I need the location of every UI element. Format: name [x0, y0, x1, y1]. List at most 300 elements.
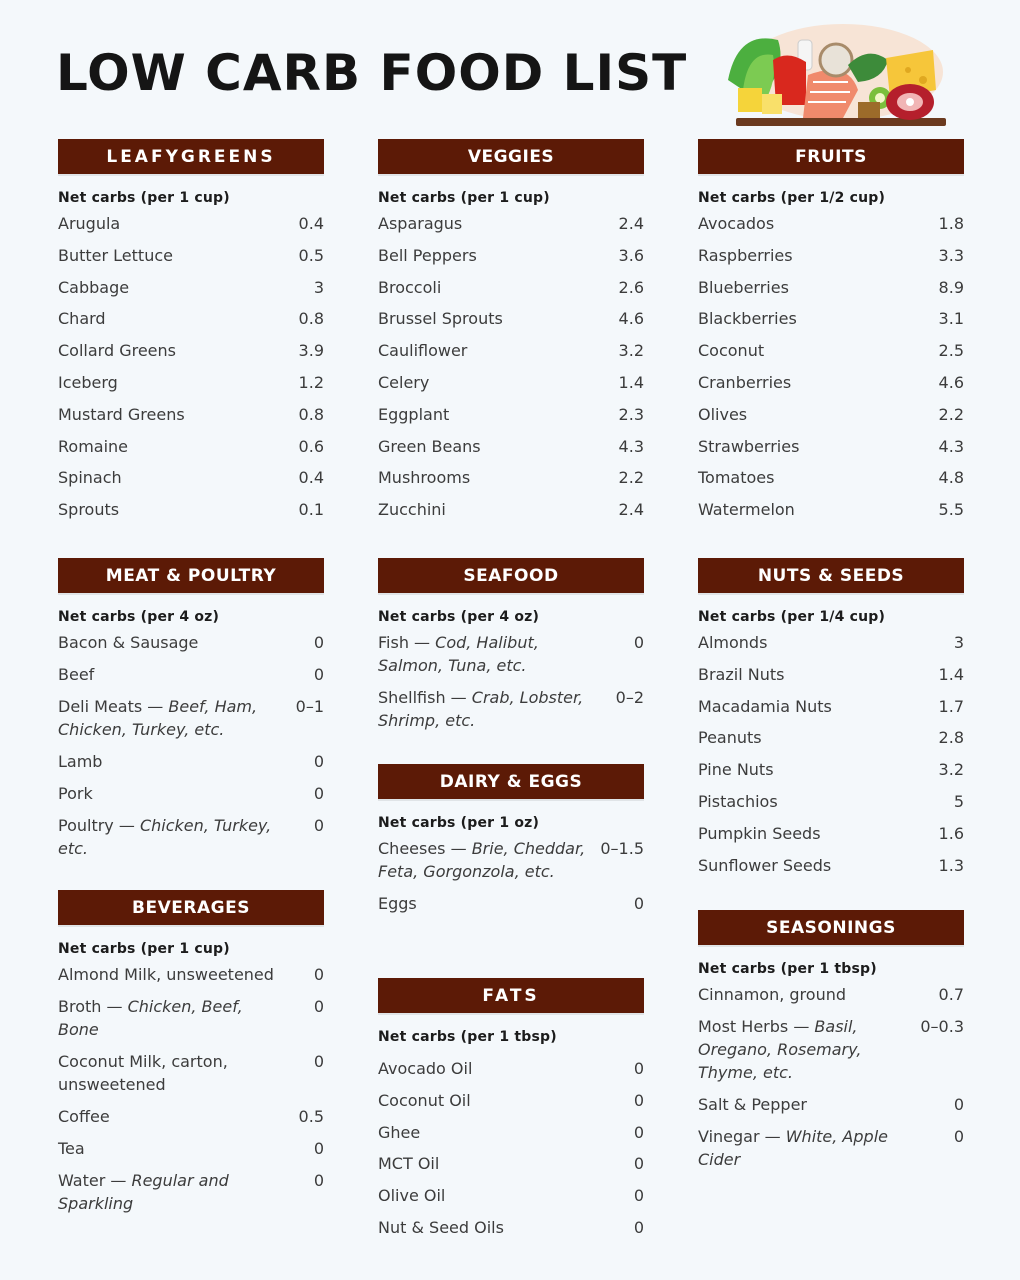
list-item [378, 435, 644, 467]
item-name [698, 212, 774, 235]
list-item [58, 814, 324, 860]
list-item [378, 244, 644, 276]
item-net-carbs: 0 [313, 1139, 324, 1158]
item-label: Brussel Sprouts [378, 309, 503, 329]
list-item [698, 822, 964, 854]
item-label: Mushrooms [378, 468, 471, 488]
item-name [698, 498, 795, 521]
item-name [58, 750, 102, 773]
item-net-carbs: 2.5 [938, 341, 964, 361]
item-name [378, 307, 503, 330]
item-label: Pork [58, 784, 93, 803]
item-name [698, 371, 791, 394]
section-nuts-seeds [698, 558, 964, 885]
item-name [698, 339, 764, 362]
list-item [58, 695, 324, 741]
item-name [698, 1125, 918, 1171]
item-label: Broccoli [378, 277, 442, 297]
list-item [698, 1093, 964, 1116]
item-net-carbs: 1.8 [938, 214, 964, 233]
item-label: Olive Oil [378, 1186, 446, 1206]
list-item [378, 1057, 644, 1089]
item-net-carbs: 0 [633, 633, 644, 652]
item-label: Sunflower Seeds [698, 855, 832, 875]
item-label: Most Herbs — [698, 1017, 815, 1036]
list-item [58, 498, 324, 530]
list-item [378, 498, 644, 530]
item-label: Pumpkin Seeds [698, 823, 821, 843]
list-item [378, 403, 644, 435]
item-name [58, 498, 119, 521]
item-name [58, 695, 278, 741]
item-net-carbs: 1.7 [938, 696, 964, 716]
item-name [698, 822, 821, 845]
item-label: Brazil Nuts [698, 664, 785, 684]
item-name [698, 244, 793, 267]
item-net-carbs: 0 [953, 1127, 964, 1146]
item-label: Watermelon [698, 500, 795, 520]
item-net-carbs: 3 [313, 277, 324, 297]
item-name [58, 814, 278, 860]
item-net-carbs: 0.6 [298, 436, 324, 456]
item-net-carbs: 4.6 [618, 309, 644, 329]
item-net-carbs: 0 [313, 1052, 324, 1071]
item-net-carbs: 1.6 [938, 823, 964, 843]
list-item [58, 1050, 324, 1096]
section-fats [378, 978, 644, 1248]
item-net-carbs: 0 [313, 784, 324, 803]
list-item [698, 339, 964, 371]
item-detail: Regular and Sparkling [58, 1171, 229, 1213]
item-list [58, 212, 324, 530]
item-list [698, 983, 964, 1171]
item-list [58, 631, 324, 860]
list-item [378, 1089, 644, 1121]
item-label: Cheeses — [378, 839, 472, 858]
list-item [58, 339, 324, 371]
list-item [378, 466, 644, 498]
list-item [698, 276, 964, 308]
item-label: Fish — [378, 633, 436, 652]
section-header: DAIRY & EGGS [378, 764, 644, 799]
section-beverages [58, 890, 324, 1224]
list-item [698, 663, 964, 695]
section-seasonings [698, 910, 964, 1180]
item-name [698, 435, 799, 458]
item-name [378, 686, 598, 732]
item-net-carbs: 0 [633, 1090, 644, 1110]
unit-label: Net carbs (per 1/4 cup) [698, 609, 886, 625]
item-net-carbs: 2.4 [618, 214, 644, 233]
section-header: VEGGIES [378, 139, 644, 174]
unit-label: Net carbs (per 1 tbsp) [698, 961, 877, 977]
item-label: Bacon & Sausage [58, 633, 199, 652]
item-name [378, 403, 449, 426]
item-label: Cinnamon, ground [698, 985, 846, 1004]
item-name [698, 466, 774, 489]
item-list [698, 631, 964, 885]
item-name [58, 631, 198, 654]
list-item [698, 371, 964, 403]
item-net-carbs: 3.1 [938, 309, 964, 329]
item-list [698, 212, 964, 530]
item-label: Zucchini [378, 500, 446, 520]
list-item [698, 1015, 964, 1084]
item-net-carbs: 0–1.5 [600, 839, 644, 858]
list-item [698, 695, 964, 727]
item-label: Ghee [378, 1122, 421, 1142]
item-label: Spinach [58, 468, 122, 488]
item-name [698, 403, 747, 426]
item-net-carbs: 0 [633, 1186, 644, 1206]
item-name [698, 631, 767, 654]
item-net-carbs: 2.4 [618, 500, 644, 520]
item-net-carbs: 0 [633, 1122, 644, 1142]
item-label: Tomatoes [698, 468, 775, 488]
item-name [698, 663, 784, 686]
item-label: Strawberries [698, 436, 800, 456]
item-detail: Brie, Cheddar, Feta, Gorgonzola, etc. [378, 839, 586, 881]
item-name [698, 1093, 807, 1116]
item-label: Chard [58, 309, 106, 329]
list-item [378, 1152, 644, 1184]
item-net-carbs: 3.2 [618, 341, 644, 361]
item-name [378, 631, 598, 677]
item-net-carbs: 2.8 [938, 728, 964, 748]
item-label: Blueberries [698, 277, 789, 297]
item-detail: Beef, Ham, Chicken, Turkey, etc. [58, 697, 258, 739]
item-name [58, 307, 106, 330]
item-name [378, 371, 429, 394]
item-label: Asparagus [378, 214, 463, 233]
item-net-carbs: 0.7 [938, 985, 964, 1004]
item-net-carbs: 3.6 [618, 245, 644, 265]
item-net-carbs: 0–1 [295, 697, 324, 716]
item-name [58, 995, 278, 1041]
list-item [58, 403, 324, 435]
item-label: Raspberries [698, 245, 793, 265]
item-net-carbs: 5.5 [938, 500, 964, 520]
item-net-carbs: 2.2 [938, 404, 964, 424]
item-net-carbs: 0 [313, 1171, 324, 1190]
section-seafood [378, 558, 644, 741]
list-item [378, 686, 644, 732]
item-label: Blackberries [698, 309, 797, 329]
item-name [378, 1057, 472, 1080]
item-net-carbs: 4.3 [938, 436, 964, 456]
item-name [58, 1050, 278, 1096]
item-net-carbs: 2.2 [618, 468, 644, 488]
item-label: Shellfish — [378, 688, 472, 707]
item-name [378, 1216, 504, 1239]
list-item [378, 212, 644, 244]
item-net-carbs: 1.4 [618, 372, 644, 392]
section-header: SEAFOOD [378, 558, 644, 593]
item-label: Coconut Oil [378, 1090, 471, 1110]
section-header: NUTS & SEEDS [698, 558, 964, 593]
list-item [698, 498, 964, 530]
item-name [58, 1137, 85, 1160]
item-name [698, 854, 831, 877]
item-label: Sprouts [58, 500, 120, 520]
list-item [698, 726, 964, 758]
item-net-carbs: 8.9 [938, 277, 964, 297]
item-label: Cranberries [698, 372, 792, 392]
item-net-carbs: 3.3 [938, 245, 964, 265]
item-name [378, 276, 441, 299]
item-net-carbs: 3.2 [938, 760, 964, 780]
item-name [698, 695, 832, 718]
item-name [58, 963, 274, 986]
item-name [698, 1015, 912, 1084]
item-net-carbs: 0 [313, 816, 324, 835]
section-header: MEAT & POULTRY [58, 558, 324, 593]
item-name [58, 339, 176, 362]
item-name [698, 983, 846, 1006]
item-name [698, 758, 774, 781]
item-label: Almond Milk, unsweetened [58, 965, 274, 984]
item-name [58, 244, 173, 267]
item-label: Bell Peppers [378, 245, 477, 265]
item-name [378, 212, 462, 235]
section-header: LEAFYGREENS [58, 139, 324, 174]
page-title: LOW CARB FOOD LIST [56, 44, 688, 102]
item-name [58, 371, 118, 394]
item-label: Broth — [58, 997, 128, 1016]
item-list [378, 837, 644, 915]
item-detail: Crab, Lobster, Shrimp, etc. [378, 688, 584, 730]
item-name [378, 435, 481, 458]
item-name [378, 1121, 420, 1144]
item-label: Peanuts [698, 728, 762, 748]
item-net-carbs: 5 [953, 791, 964, 811]
unit-label: Net carbs (per 1 tbsp) [378, 1029, 557, 1045]
list-item [698, 403, 964, 435]
item-label: Eggplant [378, 404, 450, 424]
section-leafy-greens [58, 139, 324, 530]
item-label: Coffee [58, 1107, 110, 1126]
item-name [58, 466, 122, 489]
list-item [58, 244, 324, 276]
item-label: Lamb [58, 752, 103, 771]
unit-label: Net carbs (per 1 cup) [58, 941, 230, 957]
list-item [58, 1169, 324, 1215]
list-item [58, 1105, 324, 1128]
item-name [58, 782, 93, 805]
list-item [378, 276, 644, 308]
item-detail: Chicken, Turkey, etc. [58, 816, 272, 858]
section-dairy-eggs [378, 764, 644, 924]
list-item [58, 307, 324, 339]
item-net-carbs: 0–2 [615, 688, 644, 707]
list-item [698, 466, 964, 498]
item-detail: Basil, Oregano, Rosemary, Thyme, etc. [698, 1017, 862, 1082]
item-net-carbs: 0 [633, 1217, 644, 1237]
item-net-carbs: 4.8 [938, 468, 964, 488]
list-item [698, 758, 964, 790]
list-item [378, 631, 644, 677]
list-item [698, 212, 964, 244]
item-label: Nut & Seed Oils [378, 1217, 504, 1237]
list-item [698, 790, 964, 822]
section-veggies [378, 139, 644, 530]
item-net-carbs: 0 [313, 752, 324, 771]
list-item [698, 244, 964, 276]
item-name [378, 244, 477, 267]
item-label: Romaine [58, 436, 129, 456]
item-label: Olives [698, 404, 748, 424]
unit-label: Net carbs (per 1 cup) [58, 190, 230, 206]
item-name [58, 276, 129, 299]
item-label: Collard Greens [58, 341, 176, 361]
item-net-carbs: 0 [633, 894, 644, 913]
item-net-carbs: 0 [953, 1095, 964, 1114]
item-net-carbs: 0 [633, 1154, 644, 1174]
item-label: Avocados [698, 214, 775, 233]
section-meat-poultry [58, 558, 324, 869]
list-item [378, 892, 644, 915]
item-label: Deli Meats — [58, 697, 169, 716]
item-name [378, 1152, 439, 1175]
item-label: Mustard Greens [58, 404, 185, 424]
item-label: Coconut [698, 341, 765, 361]
item-list [378, 1057, 644, 1248]
item-name [58, 1105, 110, 1128]
item-label: Poultry — [58, 816, 140, 835]
item-label: Salt & Pepper [698, 1095, 807, 1114]
item-net-carbs: 0 [313, 633, 324, 652]
item-net-carbs: 0.5 [298, 245, 324, 265]
item-name [378, 1089, 471, 1112]
item-label: Iceberg [58, 372, 118, 392]
item-net-carbs: 0.5 [298, 1107, 324, 1126]
section-fruits [698, 139, 964, 530]
item-net-carbs: 0.1 [298, 500, 324, 520]
item-net-carbs: 0.4 [298, 214, 324, 233]
item-net-carbs: 0.4 [298, 468, 324, 488]
item-net-carbs: 1.3 [938, 855, 964, 875]
item-net-carbs: 0 [313, 965, 324, 984]
list-item [58, 466, 324, 498]
food-basket-illustration [718, 20, 948, 132]
unit-label: Net carbs (per 4 oz) [378, 609, 540, 625]
section-header: SEASONINGS [698, 910, 964, 945]
item-net-carbs: 0.8 [298, 404, 324, 424]
list-item [698, 307, 964, 339]
list-item [378, 1184, 644, 1216]
item-label: Celery [378, 372, 430, 392]
item-label: MCT Oil [378, 1154, 440, 1174]
list-item [378, 1216, 644, 1248]
item-name [378, 498, 446, 521]
item-net-carbs: 4.3 [618, 436, 644, 456]
item-name [698, 790, 778, 813]
item-label: Water — [58, 1171, 132, 1190]
item-label: Tea [58, 1139, 85, 1158]
section-header: BEVERAGES [58, 890, 324, 925]
item-name [698, 276, 789, 299]
item-list [58, 963, 324, 1215]
item-net-carbs: 0.8 [298, 309, 324, 329]
item-net-carbs: 3.9 [298, 341, 324, 361]
section-header: FRUITS [698, 139, 964, 174]
list-item [58, 782, 324, 805]
item-name [58, 663, 94, 686]
item-name [378, 837, 592, 883]
item-label: Avocado Oil [378, 1059, 473, 1078]
list-item [58, 371, 324, 403]
list-item [58, 435, 324, 467]
unit-label: Net carbs (per 1/2 cup) [698, 190, 886, 206]
item-name [58, 1169, 278, 1215]
list-item [58, 995, 324, 1041]
list-item [58, 663, 324, 686]
list-item [58, 963, 324, 986]
list-item [378, 371, 644, 403]
item-label: Beef [58, 665, 95, 684]
item-name [58, 212, 120, 235]
item-name [378, 466, 470, 489]
item-name [58, 403, 185, 426]
item-label: Coconut Milk, carton, unsweetened [58, 1052, 228, 1094]
item-label: Almonds [698, 633, 768, 652]
item-label: Macadamia Nuts [698, 696, 832, 716]
list-item [378, 1121, 644, 1153]
list-item [58, 276, 324, 308]
item-detail: Cod, Halibut, Salmon, Tuna, etc. [378, 633, 539, 675]
item-name [378, 892, 417, 915]
list-item [378, 837, 644, 883]
item-net-carbs: 0–0.3 [920, 1017, 964, 1036]
item-label: Eggs [378, 894, 417, 913]
item-label: Vinegar — [698, 1127, 786, 1146]
item-net-carbs: 2.6 [618, 277, 644, 297]
unit-label: Net carbs (per 4 oz) [58, 609, 220, 625]
item-net-carbs: 1.2 [298, 372, 324, 392]
list-item [378, 307, 644, 339]
unit-label: Net carbs (per 1 oz) [378, 815, 540, 831]
item-label: Pine Nuts [698, 760, 774, 780]
item-label: Green Beans [378, 436, 481, 456]
list-item [58, 212, 324, 244]
list-item [698, 983, 964, 1006]
item-label: Pistachios [698, 791, 778, 811]
section-header: FATS [378, 978, 644, 1013]
list-item [58, 1137, 324, 1160]
item-detail: Chicken, Beef, Bone [58, 997, 243, 1039]
list-item [58, 631, 324, 654]
item-label: Arugula [58, 214, 121, 233]
item-net-carbs: 4.6 [938, 372, 964, 392]
unit-label: Net carbs (per 1 cup) [378, 190, 550, 206]
item-name [698, 307, 797, 330]
item-net-carbs: 2.3 [618, 404, 644, 424]
item-list [378, 212, 644, 530]
item-label: Cauliflower [378, 341, 468, 361]
item-name [698, 726, 762, 749]
item-net-carbs: 1.4 [938, 664, 964, 684]
item-label: Cabbage [58, 277, 130, 297]
list-item [698, 854, 964, 886]
list-item [698, 435, 964, 467]
list-item [698, 631, 964, 663]
item-name [58, 435, 128, 458]
item-name [378, 339, 467, 362]
item-label: Butter Lettuce [58, 245, 173, 265]
item-net-carbs: 3 [953, 633, 964, 652]
item-net-carbs: 0 [313, 665, 324, 684]
item-net-carbs: 0 [633, 1059, 644, 1078]
